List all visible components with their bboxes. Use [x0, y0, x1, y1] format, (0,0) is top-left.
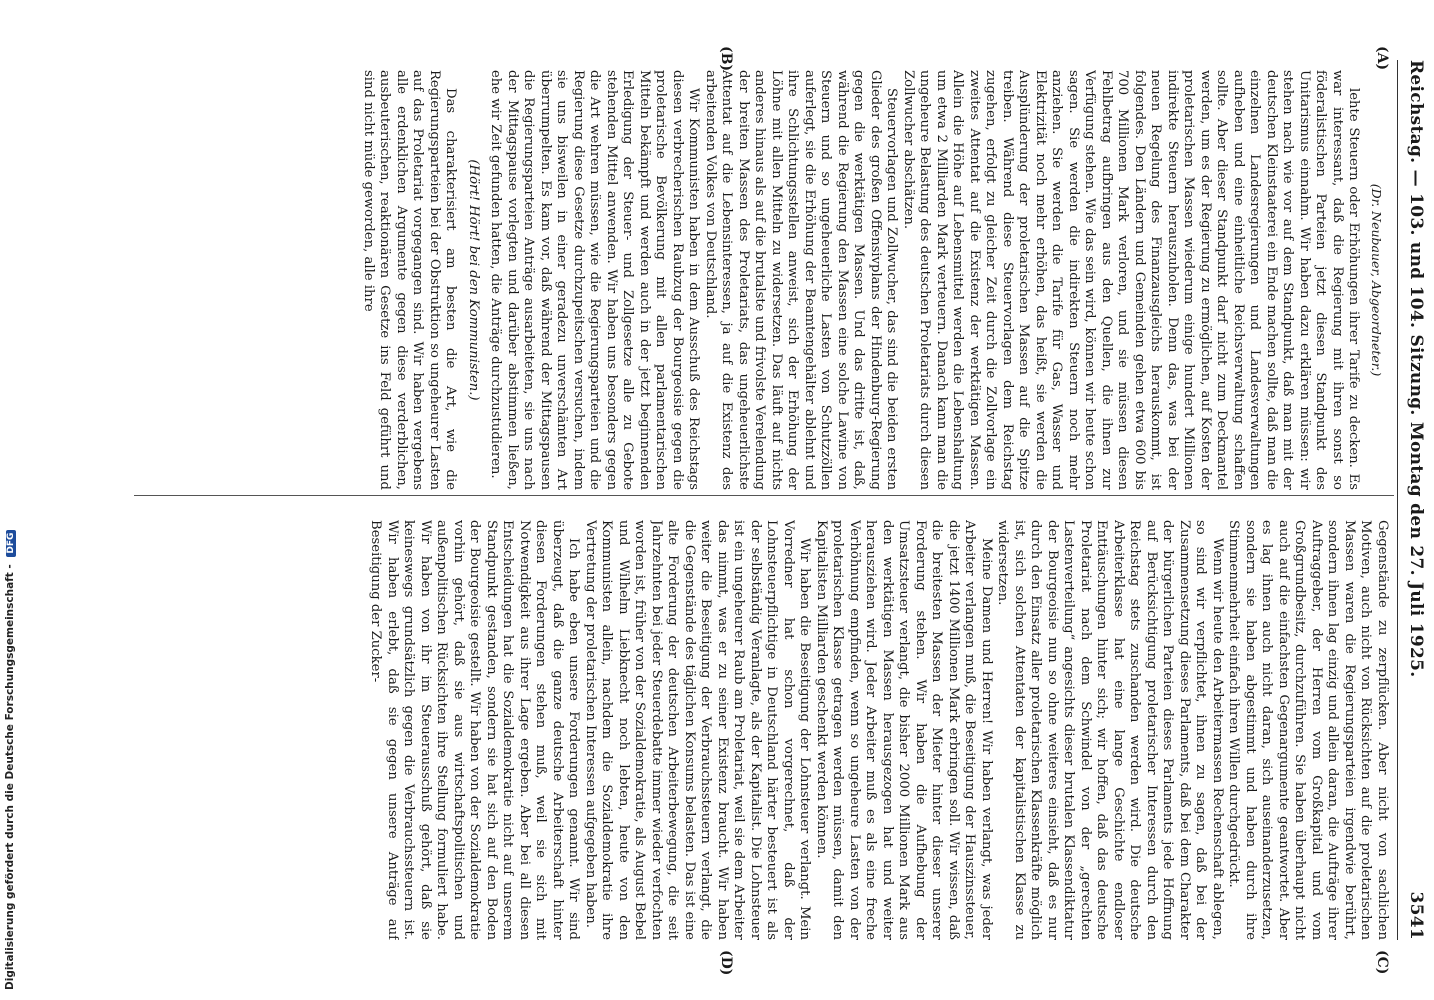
paragraph: Steuervorlagen und Zollwucher, das sind die beiden ersten Glieder des großen Offensivplans der Hindenburg-Regierung gegen die werktätigen Massen. Und das dritte ist, daß, während die Regierung den Massen eine solche Lawine von Steuern und so ungeheuerliche Lasten von Schutzzöllen auferlegt, sie die Erhöhung der Beamtengehälter ablehnt und ihre Schlichtungsstellen anweist, sich der Erhöhung der Löhne mit allen Mitteln zu widersetzen. Das läuft auf nichts anderes hinaus als auf die brutalste und frivolste Verelendung der breiten Massen des Proletariats, das ungeheuerlichste Attentat auf die Lebensinteressen, ja auf die Existenz des arbeitenden Volkes von Deutschland. [703, 70, 900, 490]
column-divider [134, 495, 1394, 496]
header-title: Reichstag. — 103. und 104. Sitzung. Montag den 27. Juli 1925. [1406, 60, 1426, 678]
right-column [100, 520, 1390, 940]
margin-marker-c: (C) [1374, 950, 1390, 975]
paragraph: lehte Steuern oder Erhöhungen ihrer Tarife zu decken. Es war interessant, daß die Regierung mit ihren sonst so föderalistischen Parteien jetzt diesen Standpunkt des Unitarismus einnahm. Wir haben dazu erklären müssen: wir stehen nach wie vor auf dem Standpunkt, daß man mit der deutschen Kleinstaaterei ein Ende machen sollte, daß man die einzelnen Landesregierungen und Landesverwaltungen aufheben und eine einheitliche Reichsverwaltung schaffen sollte. Aber dieser Standpunkt darf nicht zum Deckmantel werden, um es der Regierung zu ermöglichen, auf Kosten der proletarischen Massen wiederum einige hundert Millionen indirekte Steuern herauszuholen. Denn das, was bei der neuen Regelung des Finanzausgleichs herauskommt, ist folgendes. Den Ländern und Gemeinden gehen etwa 600 bis 700 Millionen Mark verloren, und sie müssen diesen Fehlbetrag aufbringen aus den Quellen, die ihnen zur Verfügung stehen. Wie das sein wird, können wir heute schon sagen. Sie werden die indirekten Steuern noch mehr anziehen. Sie werden die Tarife für Gas, Wasser und Elektrizität noch mehr erhöhen, das heißt, sie werden die Ausplünderung der proletarischen Massen auf die Spitze treiben. Während diese Steuervorlagen dem Reichstag zugehen, erfolgt zu gleicher Zeit durch die Zollvorlage ein zweites Attentat auf die Existenz der werktätigen Massen. Allein die Höhe auf Lebensmittel werden die Lebenshaltung um etwa 2 Milliarden Mark verteuern. Danach kann man die ungeheure Belastung des deutschen Proletariats durch diesen Zollwucher abschätzen. [901, 70, 1362, 490]
dfg-logo: DFG [6, 530, 16, 557]
margin-marker-a: (A) [1374, 46, 1390, 71]
paragraph: Wir Kommunisten haben in dem Ausschuß des Reichstags diesen verbrecherischen Raubzug der Bourgeoisie gegen die proletarische Bevölkerung mit allen parlamentarischen Mitteln bekämpft und werden auch in der jetzt beginnenden Erledigung der Steuer- und Zollgesetze alle zu Gebote stehenden Mittel anwenden. Wir haben uns besonders gegen die Art wehren müssen, wie die Regierungsparteien und die Regierung diese Gesetze durchzupeitschen versuchen, indem sie uns bisweilen in einer geradezu unverschämten Art überrumpelten. Es kam vor, daß während der Mittagspausen die Regierungsparteien Anträge ausarbeiteten, sie uns nach der Mittagspause vorlegten und darüber abstimmen ließen, ehe wir Zeit gefunden hatten, die Anträge durchzustudieren. [488, 70, 702, 490]
paragraph: Gegenstände zu zerpflücken. Aber nicht von sachlichen Motiven, auch nicht von Rücksichten auf die proletarischen Massen waren die Regierungsparteien irgendwie berührt, sondern ihnen lag einzig und allein daran, die Aufträge ihrer Auftraggeber, der Herren vom Großkapital und vom Großgrundbesitz, durchzuführen. Sie haben überhaupt nicht auch auf die einfachsten Gegenargumente geantwortet. Aber es lag ihnen auch nicht daran, sich auseinanderzusetzen, sondern sie haben abgestimmt und haben durch ihre Stimmenmehrheit einfach ihren Willen durchgedrückt. [1226, 520, 1390, 940]
speaker-line: (Dr. Neubauer, Abgeordneter.) [1369, 183, 1384, 377]
header-rule [1397, 60, 1398, 940]
digitization-credit [0, 0, 20, 1000]
left-column [100, 70, 1390, 490]
interjection: (Hört! Hört! bei den Kommunisten.) [466, 159, 481, 401]
page-header [1400, 60, 1426, 940]
page-number: 3541 [1406, 891, 1426, 940]
margin-marker-b: (B) [718, 46, 734, 72]
credit-line [4, 10, 18, 990]
margin-marker-d: (D) [718, 950, 734, 976]
paragraph: Ich habe eben unsere Forderungen genannt. Wir sind überzeugt, daß die ganze deutsche Arbeiterschaft hinter diesen Forderungen stehen muß, weil sie sich mit Notwendigkeit aus ihrer Lage ergeben. Aber bei all diesen Entscheidungen hat die Sozialdemokratie nicht auf unserem Standpunkt gestanden, sondern sie hat sich auf den Boden der Bourgeoisie gestellt. Wir haben von der Sozialdemokratie vorhin gehört, daß sie aus wirtschaftspolitischen und außenpolitischen Rücksichten ihre Stellung formuliert habe. Wir haben von ihr im Steuerausschuß gehört, daß sie keineswegs grundsätzlich gegen die Verbrauchssteuern ist. Wir haben erlebt, daß sie gegen unsere Anträge auf Beseitigung der Zucker- [368, 520, 582, 940]
paragraph: Wenn wir heute den Arbeitermassen Rechenschaft ablegen, so sind wir verpflichtet, ihnen zu sagen, daß bei der Zusammensetzung dieses Parlaments, daß bei dem Charakter der bürgerlichen Parteien dieses Parlaments jede Hoffnung auf Berücksichtigung proletarischer Interessen durch den Reichstag stets zuschanden werden wird. Die deutsche Arbeiterklasse hat eine lange Geschichte endloser Enttäuschungen hinter sich; wir hoffen, daß das deutsche Proletariat nach dem Schwindel von der „gerechten Lastenverteilung“ angesichts dieser brutalen Klassendiktatur der Bourgeoisie nun so ohne weiteres einsieht, daß es nur durch den Einsatz aller proletarischen Klassenkräfte möglich ist, sich solchen Attentaten der kapitalistischen Klasse zu widersetzen. [995, 520, 1225, 940]
paragraph: Meine Damen und Herren! Wir haben verlangt, was jeder Arbeiter verlangen muß, die Beseitigung der Hauszinssteuer, die jetzt 1400 Millionen Mark erbringen soll. Wir wissen, daß die breitesten Massen der Mieter hinter dieser unserer Forderung stehen. Wir haben die Aufhebung der Umsatzsteuer verlangt, die bisher 2000 Millionen Mark aus den werktätigen Massen herausgezogen hat und weiter herausziehen wird. Jeder Arbeiter muß es als eine freche Verhöhnung empfinden, wenn so ungeheure Lasten von der proletarischen Klasse getragen werden müssen, damit den Kapitalisten Milliarden geschenkt werden können. [814, 520, 994, 940]
credit-text: Digitalisierung gefördert durch die Deutsche Forschungsgemeinschaft - [4, 564, 16, 990]
paragraph: Das charakterisiert am besten die Art, wie die Regierungsparteien bei der Obstruktion so ungeheurer Lasten auf das Proletariat vorgegangen sind. Wir haben vergebens alle erdenklichen Argumente gegen diese verderblichen, ausbeuterischen, reaktionären Gesetze ins Feld geführt und sind nicht müde geworden, alle ihre [361, 70, 459, 490]
paragraph: Wir haben die Beseitigung der Lohnsteuer verlangt. Mein Vorredner hat schon vorgerechnet, daß der Lohnsteuerpflichtige in Deutschland härter besteuert ist als der selbständig Veranlagte, als der Kapitalist. Die Lohnsteuer ist ein ungeheurer Raub am Proletariat, weil sie dem Arbeiter das nimmt, was er zu seiner Existenz braucht. Wir haben weiter die Beseitigung der Verbrauchssteuern verlangt, die die Gegenstände des täglichen Konsums belasten. Das ist eine alte Forderung der deutschen Arbeiterbewegung, die seit Jahrzehnten bei jeder Steuerdebatte immer wieder verfochten worden ist, früher von der Sozialdemokratie, als August Bebel und Wilhelm Liebknecht noch lebten, heute von den Kommunisten allein, nachdem die Sozialdemokratie ihre Vertretung der proletarischen Interessen aufgegeben haben. [583, 520, 813, 940]
